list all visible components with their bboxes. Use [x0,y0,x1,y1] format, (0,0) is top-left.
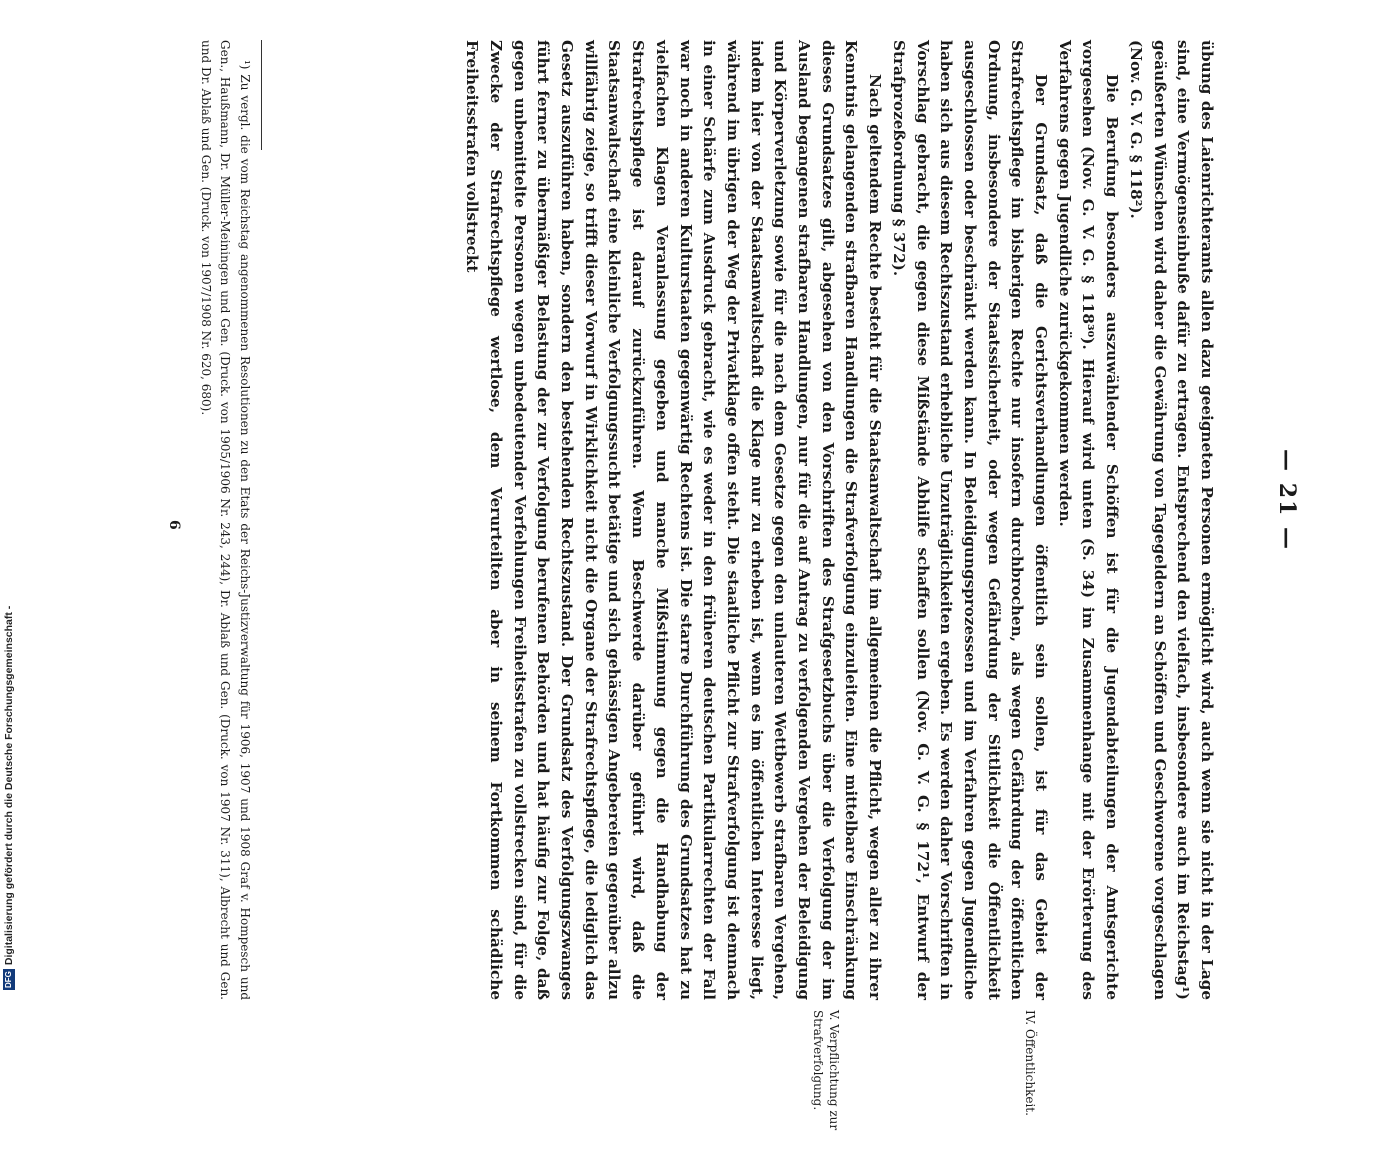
dfg-logo-icon: DFG [4,971,13,988]
body-text [460,40,1219,1000]
footnote-text: ¹) Zu vergl. die vom Reichstag angenommenen Resolutionen zu den Etats der Reichs-Justizverwaltung für 1906, 1907 und 1908 Graf v. Hompesch und Gen., Haußmann, Dr. Müller-Meiningen und Gen. (Druck. von 1905/1906 Nr. 243, 244), Dr. Ablaß und Gen. (Druck. von 1907 Nr. 311), Albrecht und Gen. und Dr. Ablaß und Gen. (Druck. von 1907/1908 Nr. 620, 680). [199,40,252,1000]
paragraph-2: Die Berufung besonders auszuwählender Schöffen ist für die Jugendabteilungen der Amtsgerichte vorgesehen (Nov. G. V. G. § 118³⁰). Hierauf wird unten (S. 34) im Zusammenhange mit der Erörterung des Verfahrens gegen Jugendliche zurückgekommen werden. [1055,40,1122,1000]
digitization-credit [2,0,16,990]
footnote [196,40,255,1000]
paragraph-4: Nach geltendem Rechte besteht für die Staatsanwaltschaft im allgemeinen die Pflicht, wegen aller zu ihrer Kenntnis gelangenden strafbaren Handlungen die Strafverfolgung einzuleiten. Eine mittelbare Einschränkung dieses Grundsatzes gilt, abgesehen von den Vorschriften des Strafgesetzbuchs über die Verfolgung der im Ausland begangenen strafbaren Handlungen, nur für die auf Antrag zu verfolgenden Vergehen der Beleidigung und Körperverletzung sowie für die nach dem Gesetze gegen den unlauteren Wettbewerb strafbaren Vergehen, indem hier von der Staatsanwaltschaft die Klage nur zu erheben ist, wenn es im öffentlichen Interesse liegt, während im übrigen der Weg der Privatklage offen steht. Die staatliche Pflicht zur Strafverfolgung ist demnach in einer Schärfe zum Ausdruck gebracht, wie es weder in den früheren deutschen Partikularrechten der Fall war noch in anderen Kulturstaaten gegenwärtig Rechtens ist. Die starre Durchführung des Grundsatzes hat zu vielfachen Klagen Veranlassung gegeben und manche Mißstimmung gegen die Handhabung der Strafrechtspflege ist darauf zurückzuführen. Wenn Beschwerde darüber geführt wird, daß die Staatsanwaltschaft eine kleinliche Verfolgungssucht betätige und sich gehässigen Angebereien gegenüber allzu willfährig zeige, so trifft dieser Vorwurf in Wirklichkeit nicht die Organe der Strafrechtspflege, die lediglich das Gesetz auszuführen haben, sondern den bestehenden Rechtszustand. Der Grundsatz des Verfolgungszwanges führt ferner zu übermäßiger Belastung der zur Verfolgung berufenen Behörden und hat häufig zur Folge, daß gegen unbemittelte Personen wegen unbedeutender Verfehlungen Freiheitsstrafen zu vollstrecken sind, für die Zwecke der Strafrechtspflege wertlose, dem Verurteilten aber in seinem Fortkommen schädliche Freiheitsstrafen vollstreckt [463,40,885,1000]
footnote-divider [261,40,262,150]
margin-note-prosecution-duty: V. Verpflichtung zur Strafverfolgung. [811,1010,841,1131]
scanned-page [130,40,1300,1131]
page-number: — 21 — [1274,449,1300,551]
credit-text: Digitalisierung gefördert durch die Deutsche Forschungsgemeinschaft - [3,605,15,966]
signature-mark: 6 [166,520,182,530]
paragraph-3: Der Grundsatz, daß die Gerichtsverhandlungen öffentlich sein sollen, ist für das Gebiet der Strafrechtspflege im bisherigen Rechte nur insofern durchbrochen, als wegen Gefährdung der öffentlichen Ordnung, insbesondere der Staatssicherheit, oder wegen Gefährdung der Sittlichkeit die Öffentlichkeit ausgeschlossen oder beschränkt werden kann. In Beleidigungsprozessen und im Verfahren gegen Jugendliche haben sich aus diesem Rechtszustand erhebliche Unzuträglichkeiten ergeben. Es werden daher Vorschriften in Vorschlag gebracht, die gegen diese Mißstände Abhilfe schaffen sollen (Nov. G. V. G. § 172¹, Entwurf der Strafprozeßordnung § 372). [889,40,1051,1000]
margin-note-publicity: IV. Öffentlichkeit. [1023,1010,1037,1116]
paragraph-1: übung des Laienrichteramts allen dazu geeigneten Personen ermöglicht wird, auch wenn sie nicht in der Lage sind, eine Vermögenseinbuße dafür zu ertragen. Entsprechend den vielfach, insbesondere auch im Reichstag¹) geäußerten Wünschen wird daher die Gewährung von Tagegeldern an Schöffen und Geschworene vorgeschlagen (Nov. G. V. G. § 118²). [1126,40,1216,1000]
